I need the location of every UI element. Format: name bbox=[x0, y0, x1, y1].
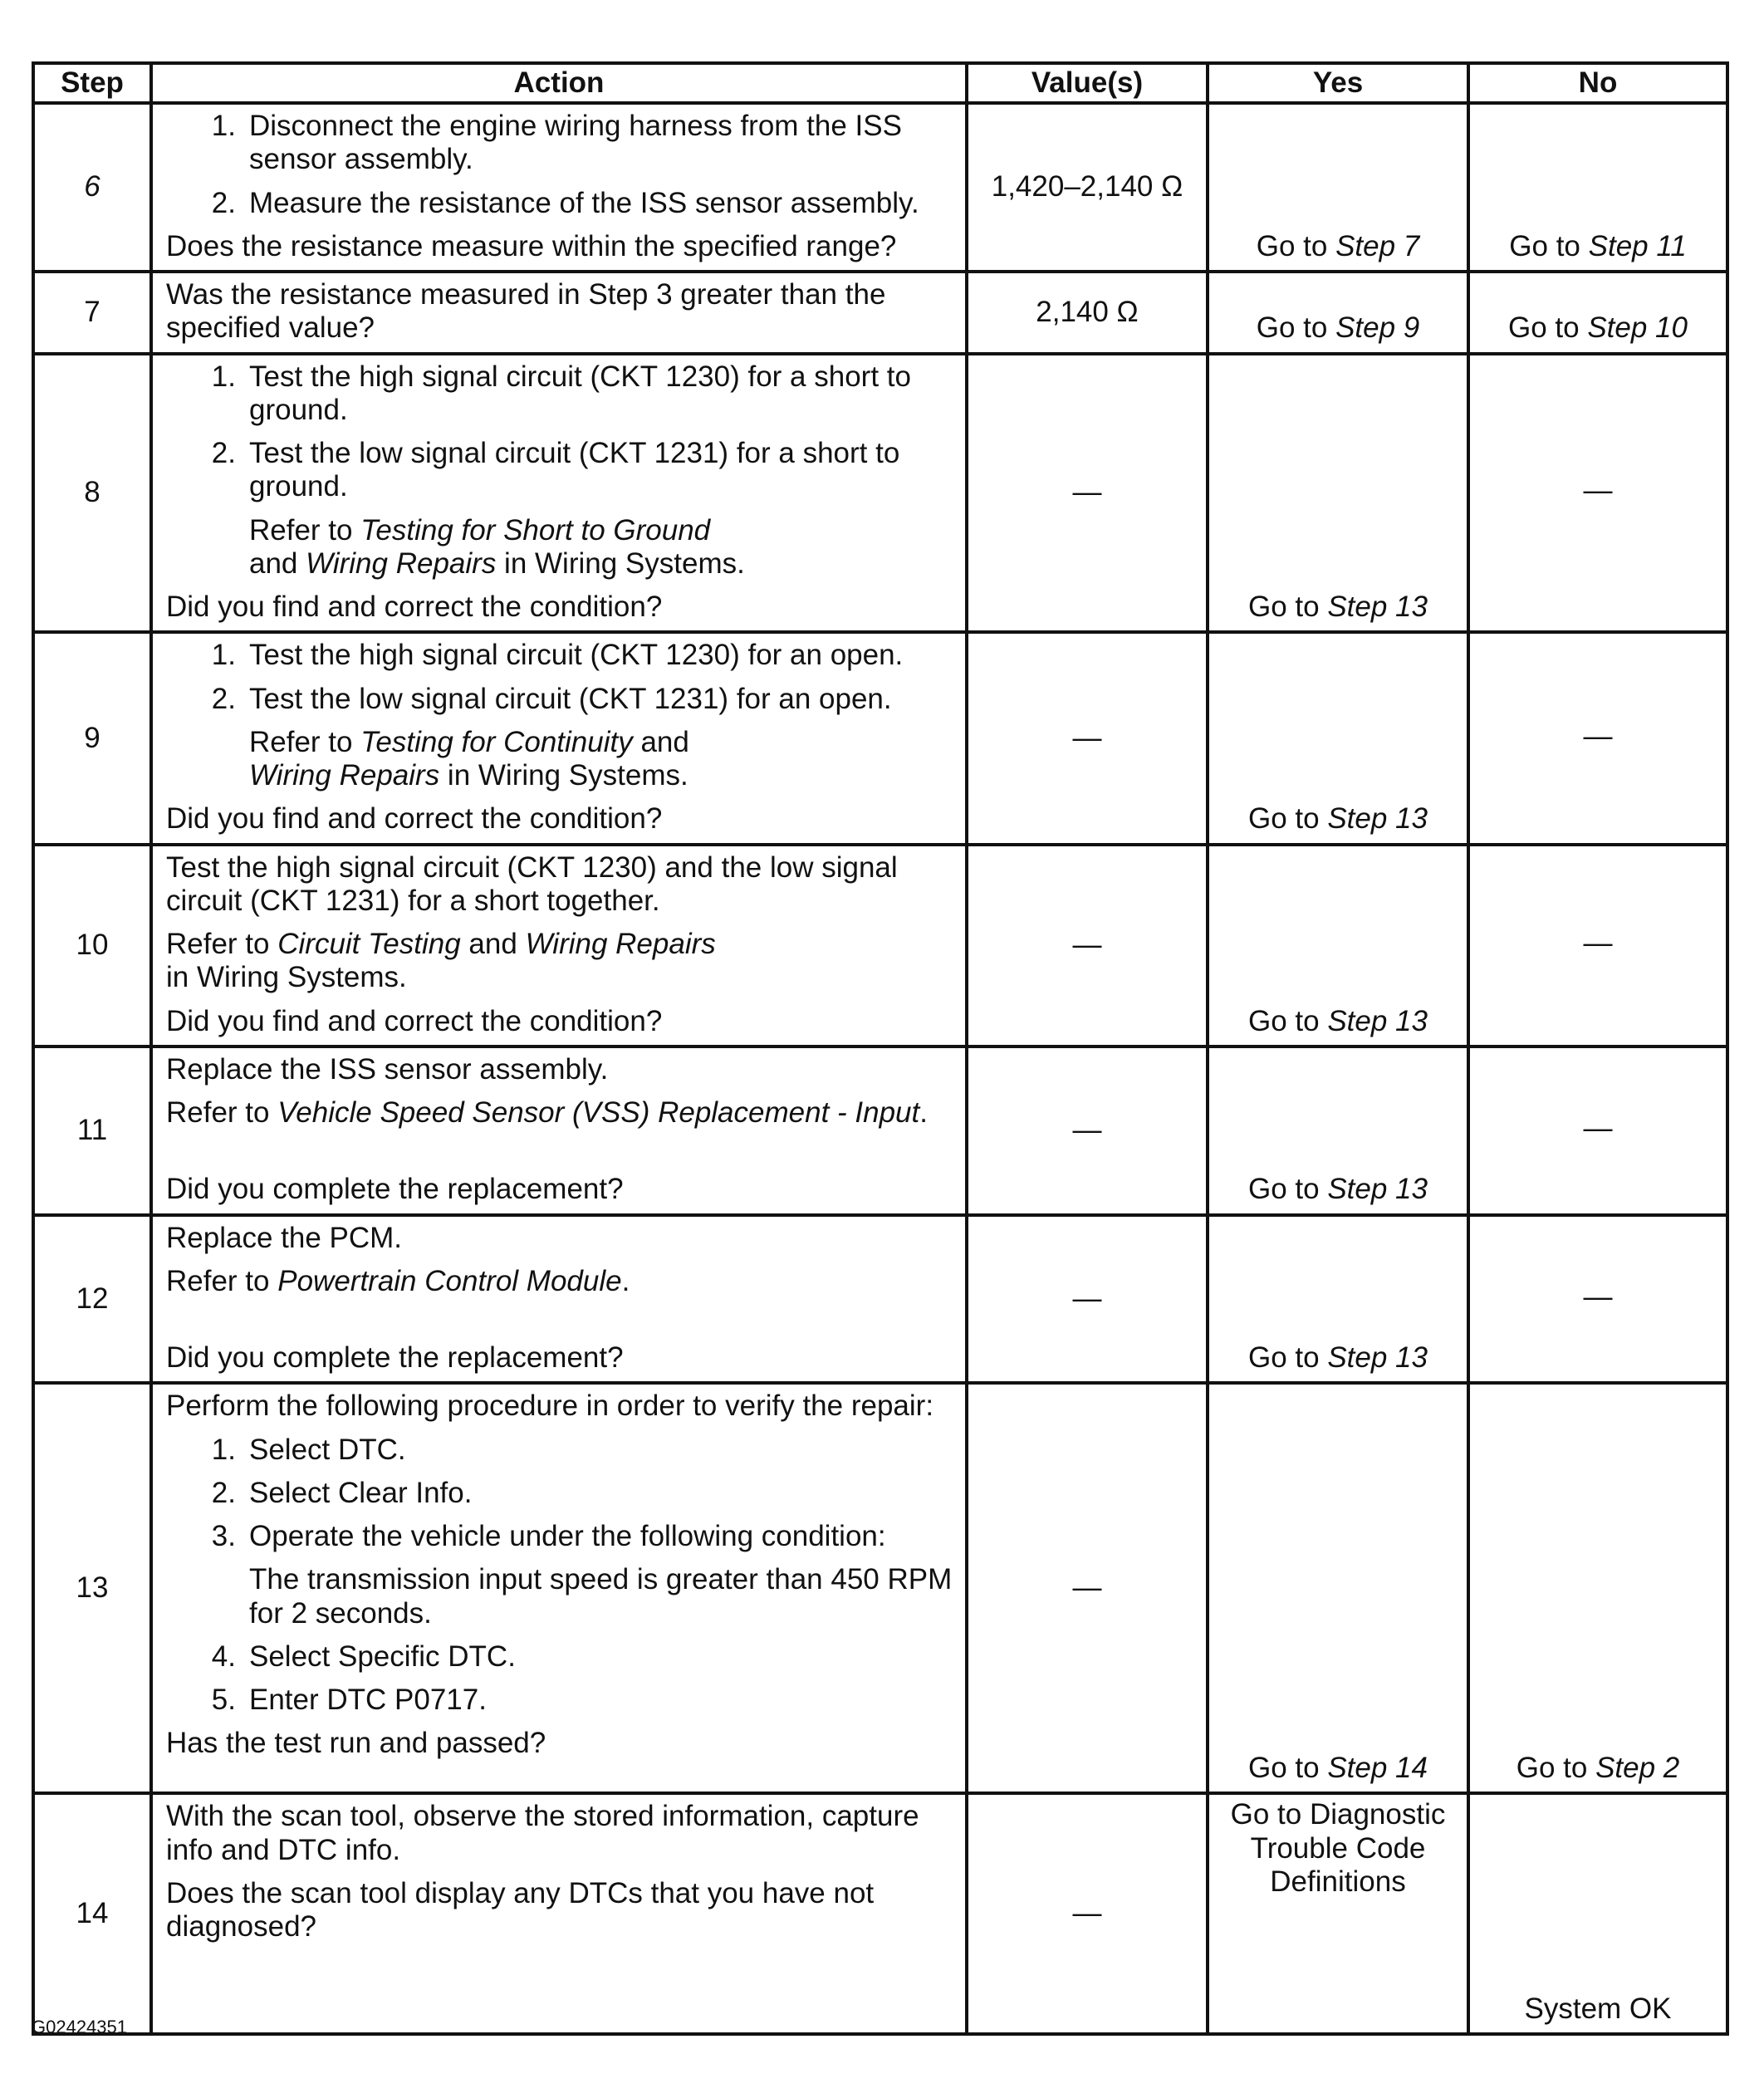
value-cell: 1,420–2,140 Ω bbox=[967, 103, 1208, 272]
step-number: 11 bbox=[33, 1046, 151, 1215]
value-cell: — bbox=[967, 1215, 1208, 1384]
header-step: Step bbox=[33, 63, 151, 103]
procedure-text: Perform the following procedure in order to verify the repair: bbox=[166, 1390, 934, 1423]
yes-cell: Go to Step 13 bbox=[1208, 1215, 1468, 1384]
value-cell: — bbox=[967, 1793, 1208, 2034]
procedure-text: Replace the ISS sensor assembly. bbox=[166, 1052, 609, 1086]
action-cell bbox=[151, 1215, 967, 1384]
action-cell: 1. Disconnect the engine wiring harness from the ISS sensor assembly. 2. Measure the resistance of the ISS sensor assembly. Does the resistance measure within the specified range? bbox=[151, 103, 967, 272]
yes-cell: Go to Diagnostic Trouble Code Definitions bbox=[1208, 1793, 1468, 2034]
no-cell: — bbox=[1468, 845, 1727, 1046]
reference-text: Refer to Circuit Testing and Wiring Repairs in Wiring Systems. bbox=[166, 928, 716, 994]
action-cell bbox=[151, 845, 967, 1046]
value-cell: — bbox=[967, 1383, 1208, 1793]
procedure-text: Replace the PCM. bbox=[166, 1221, 403, 1254]
no-cell: — bbox=[1468, 1215, 1727, 1384]
procedure-text: With the scan tool, observe the stored information, capture info and DTC info. bbox=[166, 1800, 919, 1866]
question-text: Did you find and correct the condition? bbox=[166, 591, 663, 623]
reference-text: Refer to Powertrain Control Module. bbox=[166, 1264, 630, 1297]
no-cell: — bbox=[1468, 1046, 1727, 1215]
value-cell: 2,140 Ω bbox=[967, 272, 1208, 354]
header-yes: Yes bbox=[1208, 63, 1468, 103]
reference-text: Refer to Testing for Continuity and Wiring Repairs in Wiring Systems. bbox=[249, 725, 689, 792]
step-number: 9 bbox=[33, 632, 151, 844]
step-number: 7 bbox=[33, 272, 151, 354]
table-row bbox=[33, 272, 1727, 354]
question-text: Does the resistance measure within the specified range? bbox=[166, 229, 897, 262]
value-cell: — bbox=[967, 1046, 1208, 1215]
step-number: 6 bbox=[33, 103, 151, 272]
step-number: 14 bbox=[33, 1793, 151, 2034]
action-cell: 1. Test the high signal circuit (CKT 1230) for a short to ground. 2. Test the low signal circuit (CKT 1231) for a short to ground. Refer to Testing for Short to Ground and Wiring Repairs in Wiring Systems. Did you find and correct the condition? bbox=[151, 354, 967, 633]
action-cell bbox=[151, 1793, 967, 2034]
no-cell: System OK bbox=[1468, 1793, 1727, 2034]
action-cell bbox=[151, 272, 967, 354]
figure-id: G02424351 bbox=[32, 2017, 127, 2037]
question-text: Was the resistance measured in Step 3 greater than the specified value? bbox=[166, 278, 886, 345]
header-no: No bbox=[1468, 63, 1727, 103]
action-cell bbox=[151, 1046, 967, 1215]
value-cell: — bbox=[967, 845, 1208, 1046]
table-row bbox=[33, 1046, 1727, 1215]
question-text: Did you complete the replacement? bbox=[166, 1173, 624, 1206]
header-action: Action bbox=[151, 63, 967, 103]
diagnostic-table bbox=[32, 61, 1729, 2036]
yes-cell: Go to Step 13 bbox=[1208, 354, 1468, 633]
procedure-text: Test the high signal circuit (CKT 1230) and the low signal circuit (CKT 1231) for a short together. bbox=[166, 850, 898, 917]
yes-cell: Go to Step 13 bbox=[1208, 1046, 1468, 1215]
reference-text: Refer to Testing for Short to Ground and Wiring Repairs in Wiring Systems. bbox=[249, 513, 745, 580]
table-row bbox=[33, 632, 1727, 844]
no-cell: Go to Step 2 bbox=[1468, 1383, 1727, 1793]
question-text: Has the test run and passed? bbox=[166, 1727, 546, 1760]
question-text: Did you complete the replacement? bbox=[166, 1341, 624, 1374]
header-row bbox=[33, 63, 1727, 103]
yes-cell: Go to Step 9 bbox=[1208, 272, 1468, 354]
step-number: 12 bbox=[33, 1215, 151, 1384]
no-cell: Go to Step 10 bbox=[1468, 272, 1727, 354]
table-row bbox=[33, 1215, 1727, 1384]
yes-cell: Go to Step 7 bbox=[1208, 103, 1468, 272]
step-number: 8 bbox=[33, 354, 151, 633]
table-row bbox=[33, 1383, 1727, 1793]
reference-text: Refer to Vehicle Speed Sensor (VSS) Replacement - Input. bbox=[166, 1096, 928, 1129]
value-cell: — bbox=[967, 632, 1208, 844]
yes-cell: Go to Step 14 bbox=[1208, 1383, 1468, 1793]
action-cell: Perform the following procedure in order to verify the repair: 1. Select DTC. 2. Select Clear Info. 3. Operate the vehicle under the following condition: The transmission input speed is greater than 450 RPM for 2 seconds. 4. Select Specific DTC. 5. Enter DTC P0717. Has the test run and passed? bbox=[151, 1383, 967, 1793]
table-row bbox=[33, 1793, 1727, 2034]
no-cell: — bbox=[1468, 354, 1727, 633]
no-cell: Go to Step 11 bbox=[1468, 103, 1727, 272]
table-row bbox=[33, 103, 1727, 272]
condition-text: The transmission input speed is greater than 450 RPM for 2 seconds. bbox=[249, 1563, 953, 1630]
table-row bbox=[33, 354, 1727, 633]
no-cell: — bbox=[1468, 632, 1727, 844]
question-text: Does the scan tool display any DTCs that you have not diagnosed? bbox=[166, 1876, 875, 1943]
question-text: Did you find and correct the condition? bbox=[166, 802, 663, 836]
table-row bbox=[33, 845, 1727, 1046]
header-values: Value(s) bbox=[967, 63, 1208, 103]
yes-cell: Go to Step 13 bbox=[1208, 845, 1468, 1046]
yes-cell: Go to Step 13 bbox=[1208, 632, 1468, 844]
step-number: 10 bbox=[33, 845, 151, 1046]
step-number: 13 bbox=[33, 1383, 151, 1793]
value-cell: — bbox=[967, 354, 1208, 633]
action-cell: 1. Test the high signal circuit (CKT 1230) for an open. 2. Test the low signal circuit (CKT 1231) for an open. Refer to Testing for Continuity and Wiring Repairs in Wiring Systems. Did you find and correct the condition? bbox=[151, 632, 967, 844]
question-text: Did you find and correct the condition? bbox=[166, 1004, 663, 1037]
